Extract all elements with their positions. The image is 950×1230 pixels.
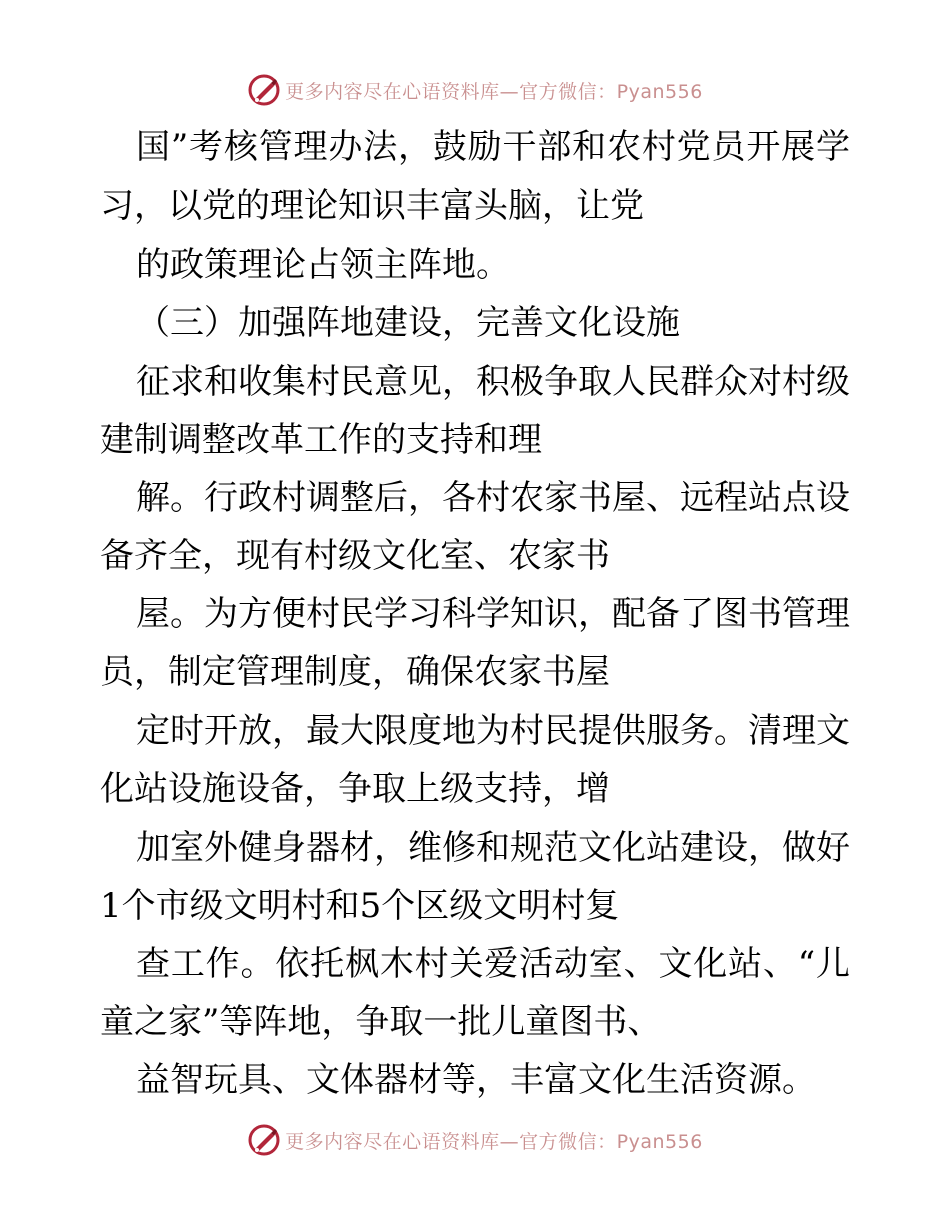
- paragraph-line: 解。行政村调整后，各村农家书屋、远程站点设: [136, 478, 850, 518]
- paragraph-line: 备齐全，现有村级文化室、农家书: [100, 536, 610, 576]
- paragraph-line: 员，制定管理制度，确保农家书屋: [100, 652, 610, 692]
- paragraph-line: 定时开放，最大限度地为村民提供服务。清理文: [136, 711, 850, 751]
- footer-watermark: [0, 1120, 950, 1160]
- pen-logo-icon: [247, 1123, 281, 1157]
- paragraph-line: 查工作。依托枫木村关爱活动室、文化站、“儿: [136, 944, 850, 984]
- paragraph-line: 国”考核管理办法，鼓励干部和农村党员开展学: [136, 127, 850, 167]
- paragraph-line: 化站设施设备，争取上级支持，增: [100, 769, 610, 809]
- paragraph-line: 习，以党的理论知识丰富头脑，让党: [100, 186, 644, 226]
- paragraph-line: 童之家”等阵地，争取一批儿童图书、: [100, 1002, 662, 1042]
- watermark-text: 更多内容尽在心语资料库—官方微信：Pyan556: [285, 80, 703, 103]
- paragraph-line: 建制调整改革工作的支持和理: [100, 420, 542, 460]
- paragraph-line: 1个市级文明村和5个区级文明村复: [100, 886, 620, 926]
- paragraph-line: 征求和收集村民意见，积极争取人民群众对村级: [136, 362, 850, 402]
- section-heading: （三）加强阵地建设，完善文化设施: [136, 303, 680, 343]
- paragraph-line: 加室外健身器材，维修和规范文化站建设，做好: [136, 828, 850, 868]
- paragraph-line: 益智玩具、文体器材等，丰富文化生活资源。: [136, 1060, 816, 1100]
- paragraph-line: 的政策理论占领主阵地。: [136, 245, 510, 285]
- watermark-text: 更多内容尽在心语资料库—官方微信：Pyan556: [285, 1130, 703, 1153]
- paragraph-line: 屋。为方便村民学习科学知识，配备了图书管理: [136, 594, 850, 634]
